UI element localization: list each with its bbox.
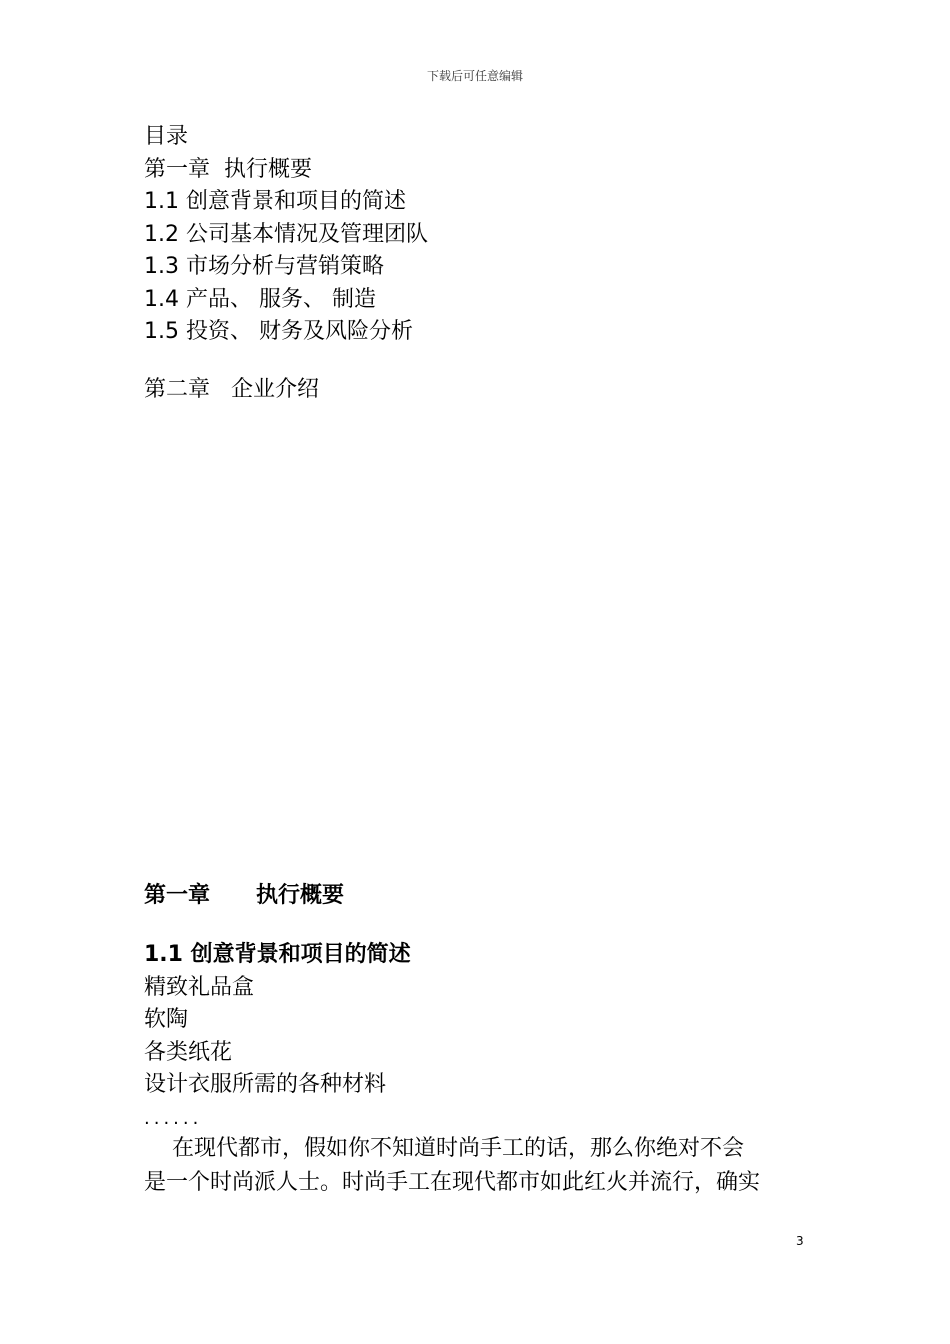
toc-chapter2[interactable]: 第二章 企业介绍	[144, 377, 319, 402]
toc-entry[interactable]: 1.1 创意背景和项目的简述	[144, 189, 406, 214]
ellipsis: ......	[144, 1108, 203, 1129]
page-number: 3	[796, 1234, 804, 1248]
header-note: 下载后可任意编辑	[426, 69, 523, 83]
list-item: 精致礼品盒	[144, 975, 255, 1000]
list-item: 设计衣服所需的各种材料	[144, 1072, 387, 1097]
toc-entry[interactable]: 1.5 投资、 财务及风险分析	[144, 319, 413, 344]
list-item: 各类纸花	[144, 1040, 233, 1065]
toc-entry[interactable]: 1.2 公司基本情况及管理团队	[144, 222, 428, 247]
toc-entry[interactable]: 1.3 市场分析与营销策略	[144, 254, 384, 279]
section-heading: 1.1 创意背景和项目的简述	[144, 942, 411, 967]
list-item: 软陶	[144, 1007, 189, 1032]
toc-title: 目录	[144, 124, 189, 149]
chapter-heading: 第一章 执行概要	[144, 883, 344, 908]
paragraph-line: 是一个时尚派人士。时尚手工在现代都市如此红火并流行，确实	[144, 1170, 761, 1195]
toc-entry[interactable]: 1.4 产品、 服务、 制造	[144, 287, 376, 312]
toc-entry[interactable]: 第一章 执行概要	[144, 157, 312, 182]
paragraph-line: 在现代都市，假如你不知道时尚手工的话，那么你绝对不会	[144, 1136, 744, 1161]
